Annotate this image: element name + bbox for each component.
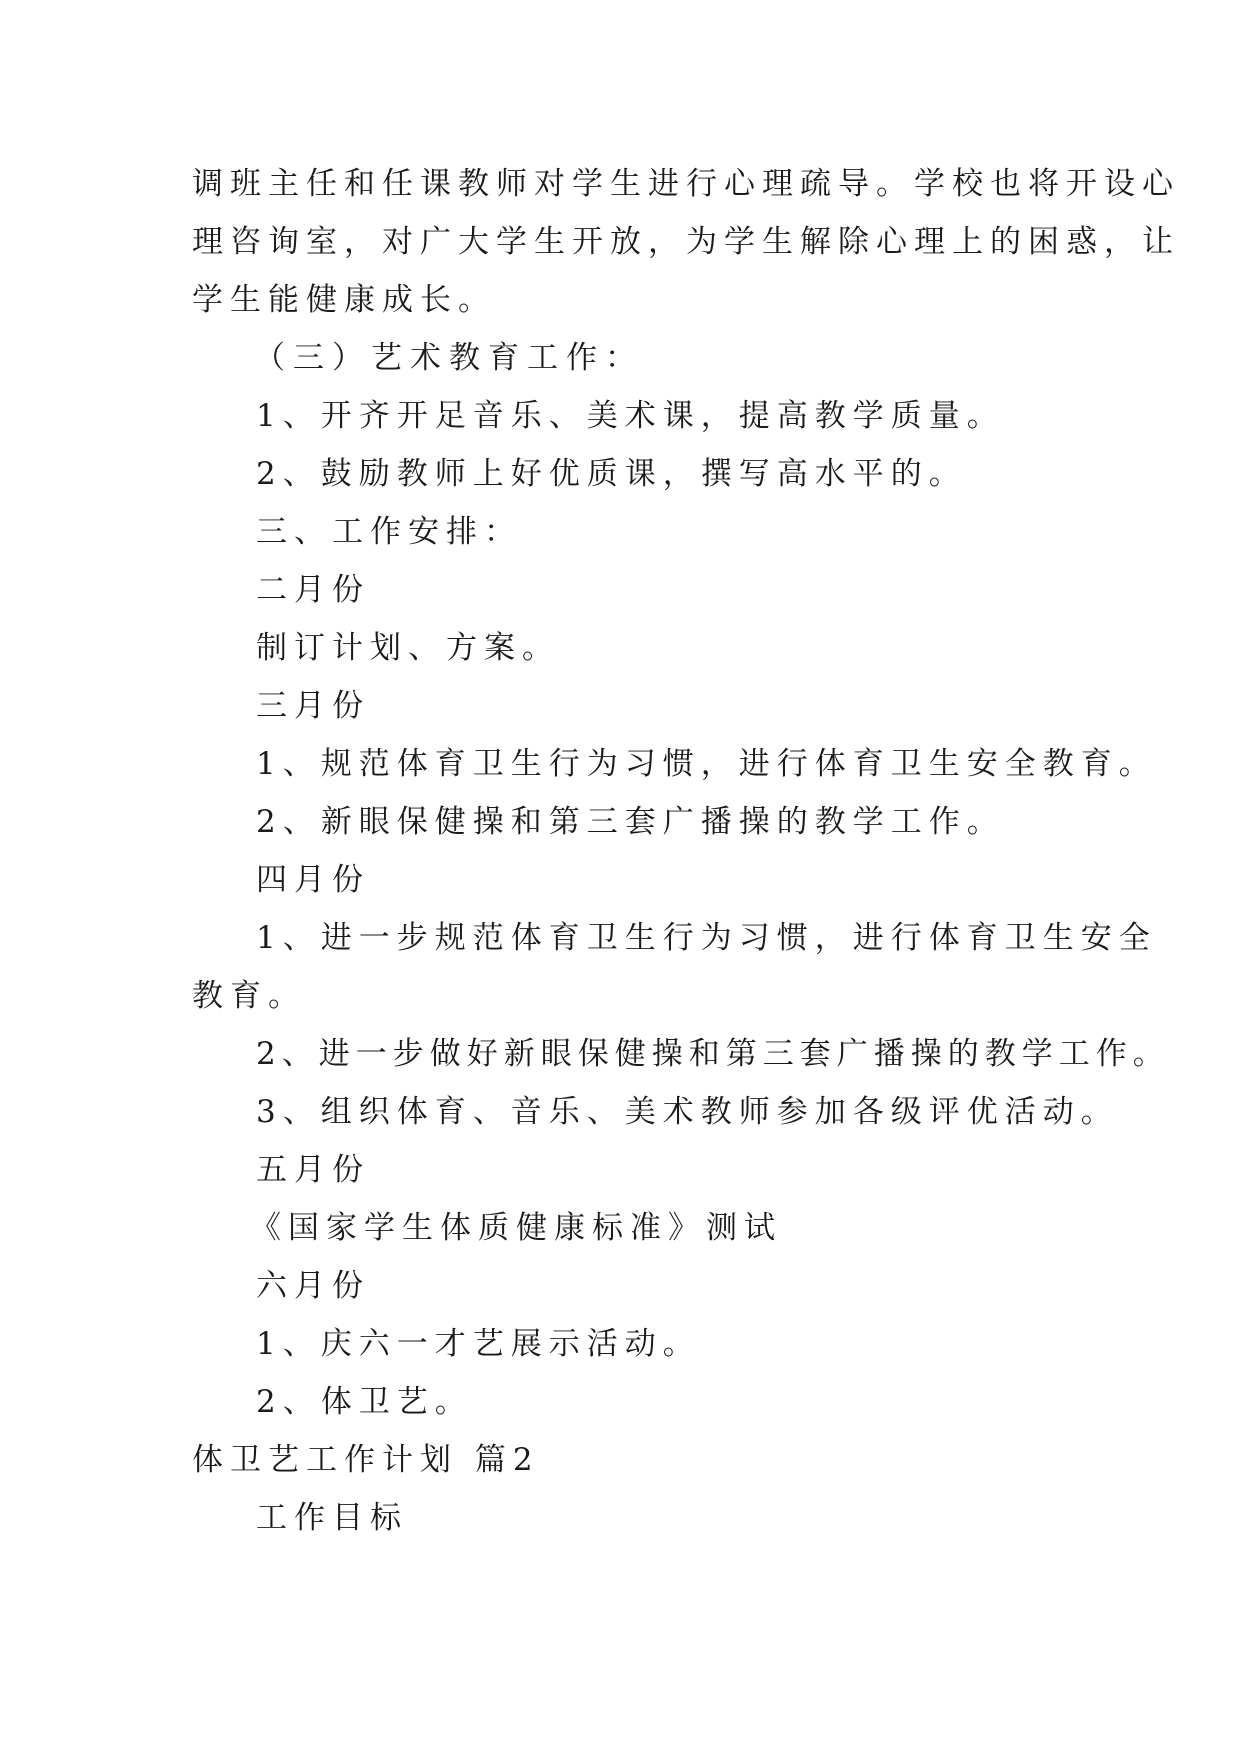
list-item: 2、体卫艺。 bbox=[256, 1384, 473, 1420]
list-item-continuation: 教育。 bbox=[192, 978, 306, 1014]
list-item: 制订计划、方案。 bbox=[256, 630, 560, 666]
month-heading: 二月份 bbox=[256, 572, 370, 608]
list-item: 1、规范体育卫生行为习惯，进行体育卫生安全教育。 bbox=[256, 746, 1157, 782]
subsection-heading: 工作目标 bbox=[256, 1500, 408, 1536]
month-heading: 三月份 bbox=[256, 688, 370, 724]
list-item: 3、组织体育、音乐、美术教师参加各级评优活动。 bbox=[256, 1094, 1119, 1130]
paragraph-line: 调班主任和任课教师对学生进行心理疏导。学校也将开设心 bbox=[192, 166, 1180, 202]
paragraph-line: 学生能健康成长。 bbox=[192, 282, 496, 318]
month-heading: 六月份 bbox=[256, 1268, 370, 1304]
month-heading: 五月份 bbox=[256, 1152, 370, 1188]
month-heading: 四月份 bbox=[256, 862, 370, 898]
section-heading: 三、工作安排： bbox=[256, 514, 522, 550]
list-item: 2、新眼保健操和第三套广播操的教学工作。 bbox=[256, 804, 1005, 840]
section-title: 体卫艺工作计划 篇2 bbox=[192, 1442, 540, 1478]
paragraph-line: 理咨询室，对广大学生开放，为学生解除心理上的困惑，让 bbox=[192, 224, 1180, 260]
list-item: 2、进一步做好新眼保健操和第三套广播操的教学工作。 bbox=[256, 1036, 1170, 1072]
list-item: 《国家学生体质健康标准》测试 bbox=[250, 1210, 782, 1246]
list-item: 2、鼓励教师上好优质课，撰写高水平的。 bbox=[256, 456, 967, 492]
section-heading: （三）艺术教育工作： bbox=[254, 340, 644, 376]
list-item: 1、庆六一才艺展示活动。 bbox=[256, 1326, 701, 1362]
list-item: 1、开齐开足音乐、美术课，提高教学质量。 bbox=[256, 398, 1005, 434]
list-item: 1、进一步规范体育卫生行为习惯，进行体育卫生安全 bbox=[256, 920, 1157, 956]
